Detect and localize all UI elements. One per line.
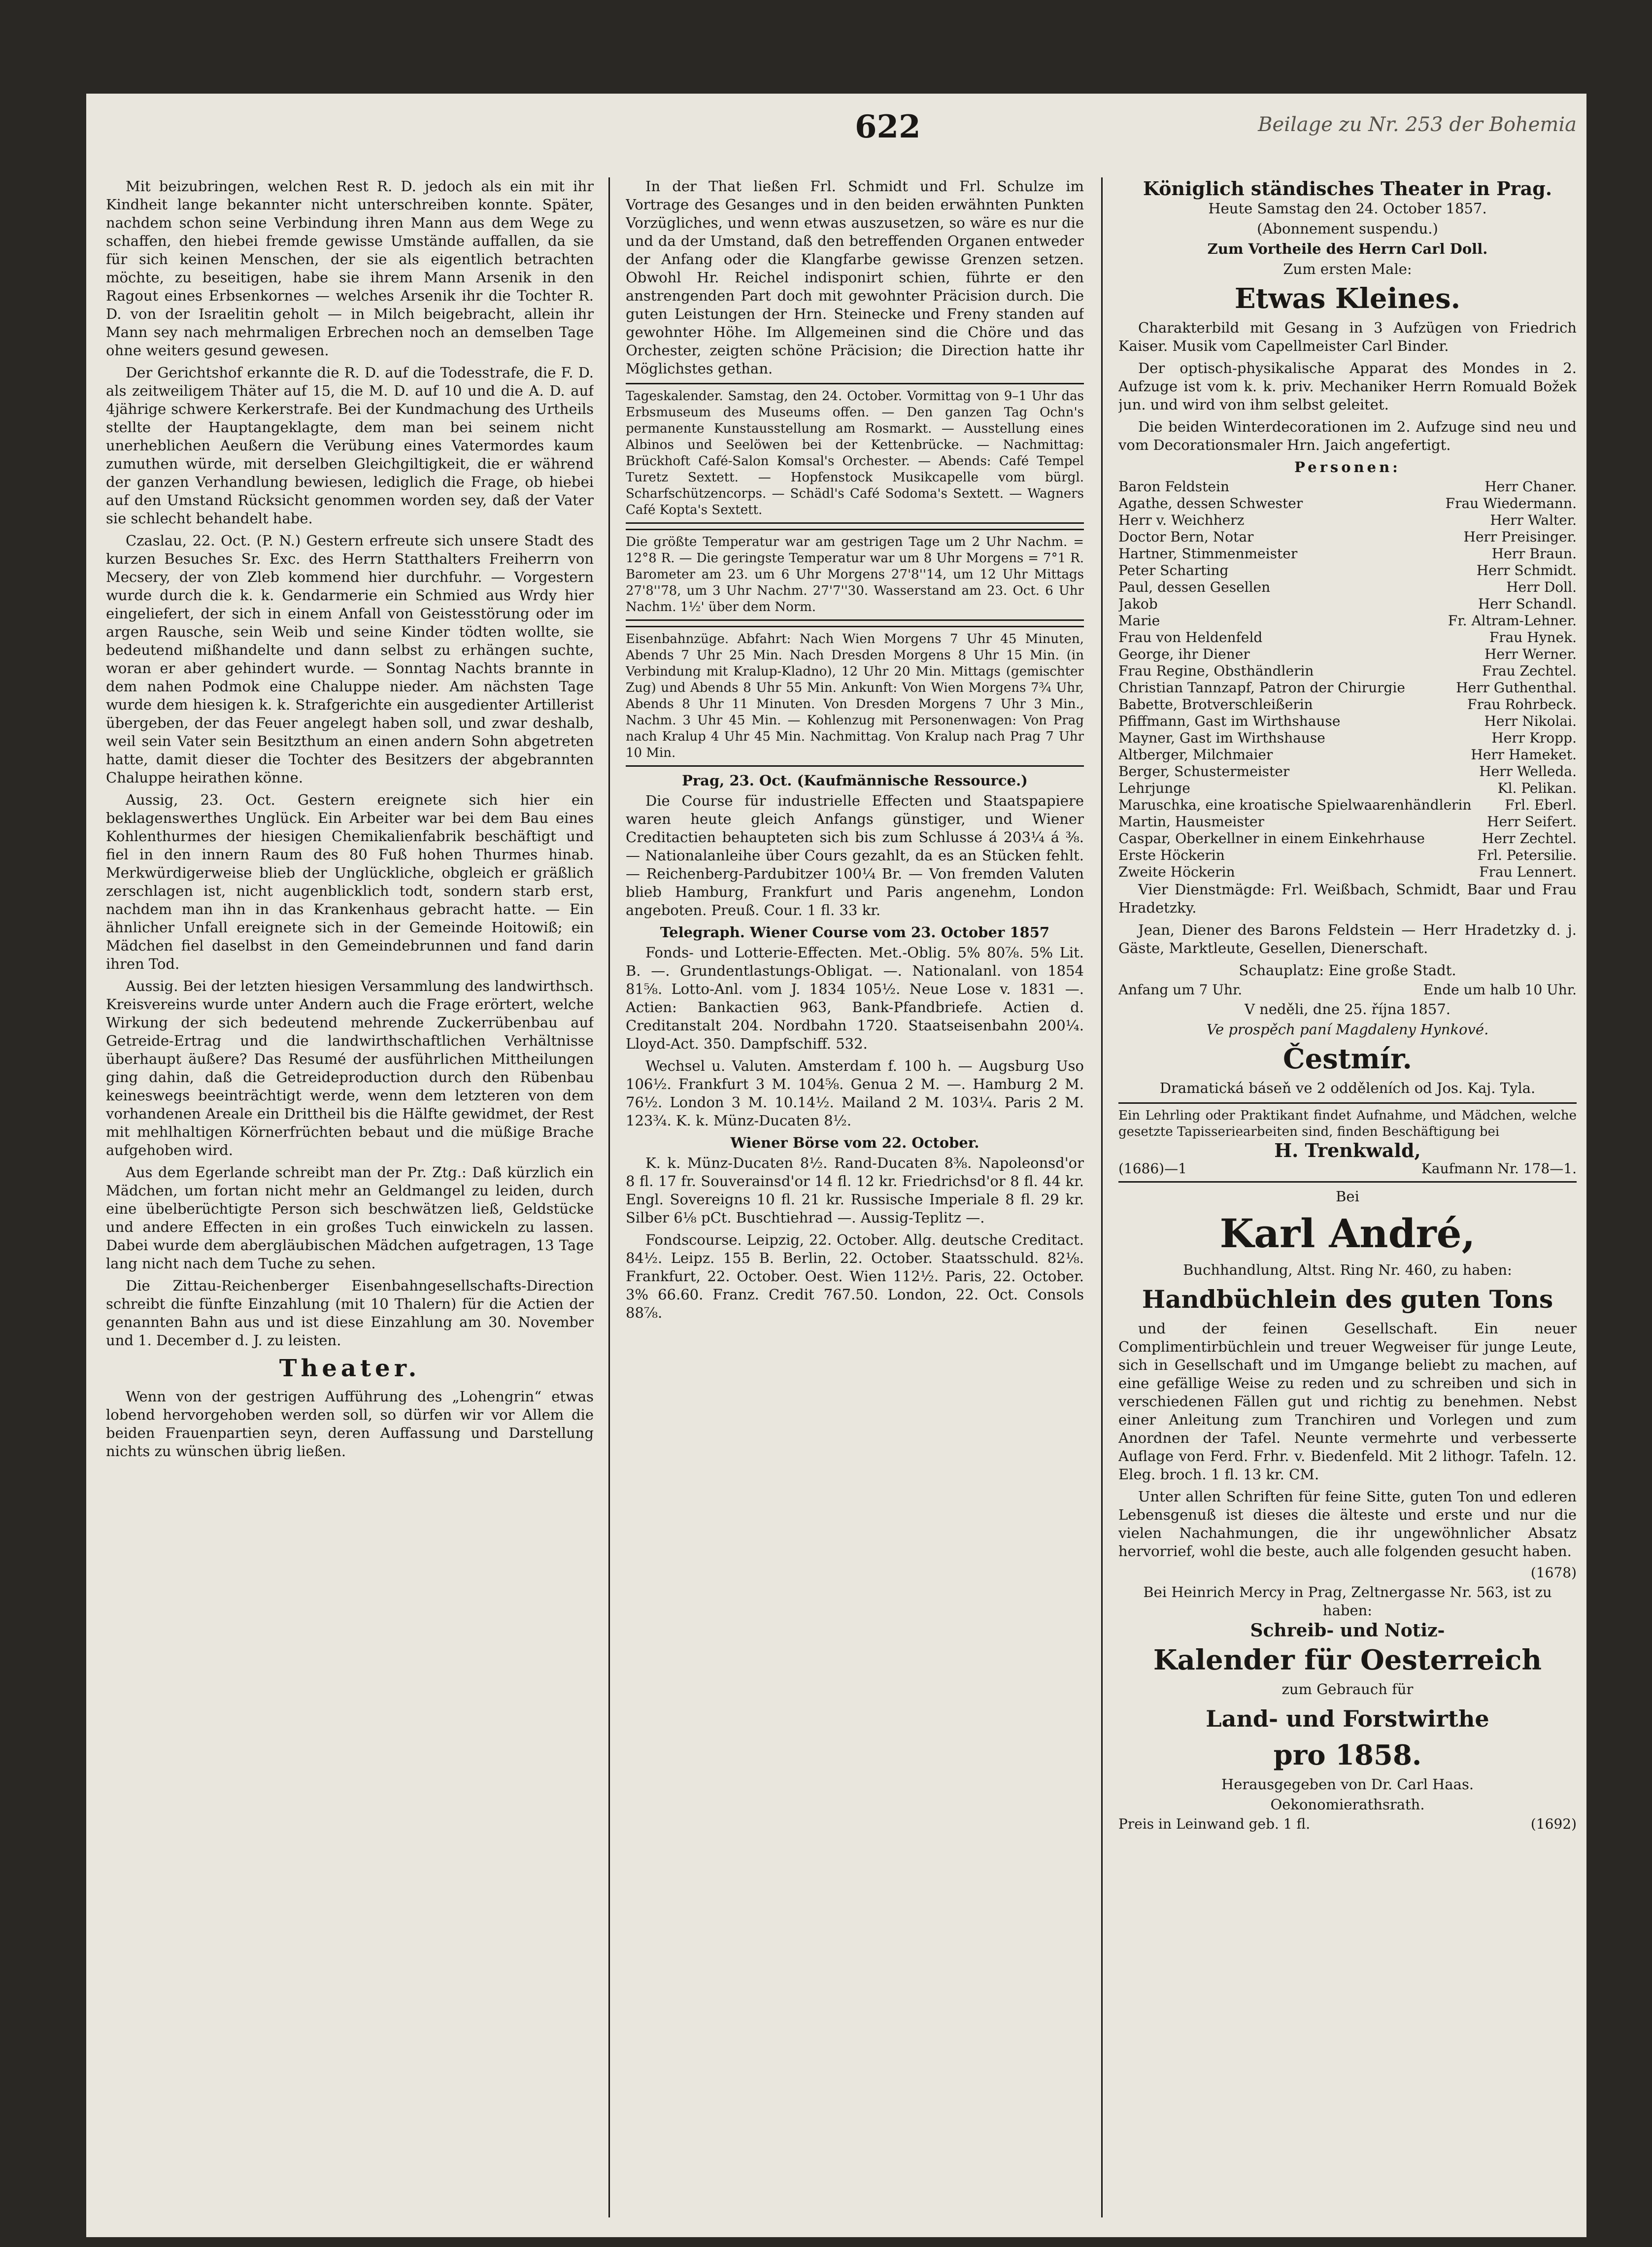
cast-actor: Herr Seifert. xyxy=(1487,814,1577,830)
ad-footer xyxy=(1118,1565,1577,1581)
vienna-heading: Telegraph. Wiener Course vom 23. October 1857 xyxy=(660,924,1050,941)
cast-actor: Herr Doll. xyxy=(1506,579,1577,595)
cast-actor: Herr Kropp. xyxy=(1491,730,1577,746)
timing-line xyxy=(1118,982,1577,998)
market-report: K. k. Münz-Ducaten 8½. Rand-Ducaten 8⅜. Napoleonsd'or 8 fl. 17 fr. Souverainsd'or 14 fl. 12 kr. Friedrichsd'or 8 fl. 44 kr. Engl. Sovereigns 10 fl. 21 kr. Russische Imperiale 8 fl. 29 kr. Silber 6⅛ pCt. Buschtiehrad —. Aussig-Teplitz —. xyxy=(626,1155,1084,1226)
theater-heading: Theater. xyxy=(279,1355,421,1382)
cast-row xyxy=(1118,579,1577,596)
cast-actor: Frau Zechtel. xyxy=(1482,663,1577,679)
cast-row xyxy=(1118,478,1577,495)
cast-actor: Herr Chaner. xyxy=(1484,478,1577,495)
column-rule xyxy=(608,177,610,2217)
decoration-note: Die beiden Winterdecorationen im 2. Aufzuge sind neu und vom Decorationsmaler Hrn. Jaich angefertigt. xyxy=(1118,418,1577,453)
cast-actor: Herr Hameket. xyxy=(1471,747,1577,763)
cast-role: Erste Höckerin xyxy=(1118,847,1225,863)
cast-list xyxy=(1118,478,1577,881)
cast-row xyxy=(1118,495,1577,512)
cast-actor: Frl. Petersilie. xyxy=(1477,847,1577,863)
market-report: Fondscourse. Leipzig, 22. October. Allg. deutsche Creditact. 84½. Leipz. 155 B. Berlin, 22. October. Staatsschuld. 82⅛. Frankfurt, 22. October. Oest. Wien 112½. Paris, 22. October. 3% 66.60. Franz. Credit 767.50. London, 22. Oct. Consols 88⅞. xyxy=(626,1231,1084,1321)
cast-actor: Herr Schmidt. xyxy=(1476,562,1577,579)
benefit-line: Zum Vortheile des Herrn Carl Doll. xyxy=(1207,240,1488,257)
column-right xyxy=(1118,177,1577,1833)
article-paragraph: In der That ließen Frl. Schmidt und Frl. Schulze im Vortrage des Gesanges und in den beiden erwähnten Punkten Vorzügliches, und wenn etwas auszusetzen, so wäre es nur die und da der Umstand, daß den betreffenden Organen entweder der Anfang oder die Klangfarbe gewisse Grenzen setzen. Obwohl Hr. Reichel indisponirt schien, führte er den anstrengenden Part doch mit gewohnter Präcision durch. Die guten Leistungen der Hrn. Steinecke und Freny standen auf gewohnter Höhe. Im Allgemeinen sind die Chöre und das Orchester, zeigten schöne Präcision; die Direction hatte ihr Möglichstes gethan. xyxy=(626,178,1084,377)
cast-role: Babette, Brotverschleißerin xyxy=(1118,696,1313,713)
setting-line: Schauplatz: Eine große Stadt. xyxy=(1239,962,1456,979)
column-left xyxy=(106,177,594,1464)
cast-row xyxy=(1118,814,1577,830)
cast-role: Baron Feldstein xyxy=(1118,478,1229,495)
article-paragraph: Czaslau, 22. Oct. (P. N.) Gestern erfreute sich unsere Stadt des kurzen Besuches Sr. Exc. des Herrn Statthalters Freiherrn von Mecsery, der von Zleb kommend hier durchfuhr. — Vorgestern wurde durch die k. k. Gendarmerie ein Schmied aus Wrdy hier eingeliefert, der sich in einem Anfall von Geistesstörung oder im argen Rausche, sein Weib und seine Kinder tödten wollte, sie bedeutend mißhandelte und dann selbst zu erhängen suchte, woran er aber gehindert wurde. — Sonntag Nachts brannte in dem nahen Podmok eine Chaluppe nieder. Am nächsten Tage wurde dem hiesigen k. k. Strafgerichte ein ausgedienter Artillerist übergeben, der das Feuer angelegt haben soll, und zwar deshalb, weil sein Vater sein Besitzthum an einen andern Sohn abgetreten hatte, damit dieser die Tochter des Besitzers der abgebrannten Chaluppe heirathen könne. xyxy=(106,532,594,786)
cast-actor: Herr Zechtel. xyxy=(1482,830,1577,847)
cast-actor: Frau Wiedermann. xyxy=(1445,495,1577,511)
ad-andre-name: Karl André, xyxy=(1219,1210,1476,1257)
maids-line: Vier Dienstmägde: Frl. Weißbach, Schmidt, Baar und Frau Hradetzky. xyxy=(1118,881,1577,916)
cast-role: Jakob xyxy=(1118,596,1158,612)
extras-line: Jean, Diener des Barons Feldstein — Herr Hradetzky d. j. Gäste, Marktleute, Gesellen, Dienerschaft. xyxy=(1118,921,1577,956)
advertisement-lehrling xyxy=(1118,1102,1577,1183)
cast-actor: Herr Schandl. xyxy=(1478,596,1577,612)
article-paragraph: Wenn von der gestrigen Aufführung des „Lohengrin“ etwas lobend hervorgehoben werden soll, so dürfen wir vor Allem die beiden Frauenpartien seyn, deren Auffassung und Darstellung nichts zu wünschen übrig ließen. xyxy=(106,1388,594,1460)
cast-role: Peter Scharting xyxy=(1118,562,1229,579)
calendar-prefix: Schreib- und Notiz- xyxy=(1250,1620,1445,1641)
column-middle xyxy=(626,177,1084,1326)
cast-role: Paul, dessen Gesellen xyxy=(1118,579,1271,595)
theatre-title: Königlich ständisches Theater in Prag. xyxy=(1143,177,1552,200)
ad-andre-address: Buchhandlung, Altst. Ring Nr. 460, zu haben: xyxy=(1183,1261,1512,1278)
ad-number: (1678) xyxy=(1530,1565,1577,1581)
cast-role: Pfiffmann, Gast im Wirthshause xyxy=(1118,713,1341,729)
ad-mercy: Bei Heinrich Mercy in Prag, Zeltnergasse Nr. 563, ist zu haben: xyxy=(1143,1584,1552,1619)
cast-row xyxy=(1118,545,1577,562)
cast-role: Lehrjunge xyxy=(1118,780,1190,796)
calendar-title: Kalender für Oesterreich xyxy=(1153,1644,1542,1676)
market-report: Wechsel u. Valuten. Amsterdam f. 100 h. — Augsburg Uso 106½. Frankfurt 3 M. 104⅝. Genua 2 M. —. Hamburg 2 M. 76½. London 3 M. 10.14½. Mailand 2 M. 103¼. Paris 2 M. 123¾. K. k. Münz-Ducaten 8½. xyxy=(626,1057,1084,1129)
cast-role: Altberger, Milchmaier xyxy=(1118,747,1273,763)
article-paragraph: Aus dem Egerlande schreibt man der Pr. Ztg.: Daß kürzlich ein Mädchen, um fortan nicht mehr an Geldmangel zu leiden, durch eine übelberüchtigte Person sich beschwätzen ließ, Geldstücke und andere Effecten in ein großes Tuch einwickeln zu lassen. Dabei wurde dem abergläubischen Mädchen aufgetragen, 13 Tage lang nicht nach dem Tuche zu sehen. xyxy=(106,1164,594,1272)
cast-row xyxy=(1118,747,1577,763)
boerse-heading: Wiener Börse vom 22. October. xyxy=(730,1134,979,1151)
newspaper-page xyxy=(86,94,1586,2237)
cast-actor: Fr. Altram-Lehner. xyxy=(1448,613,1577,629)
book-title: Handbüchlein des guten Tons xyxy=(1142,1285,1553,1314)
cast-row xyxy=(1118,529,1577,545)
cast-row xyxy=(1118,596,1577,613)
cast-row xyxy=(1118,864,1577,881)
column-rule xyxy=(1101,177,1103,2217)
cast-row xyxy=(1118,629,1577,646)
cast-actor: Herr Guthenthal. xyxy=(1456,680,1577,696)
czech-description: Dramatická báseň ve 2 odděleních od Jos. Kaj. Tyla. xyxy=(1159,1080,1536,1096)
page-number: 622 xyxy=(855,108,921,145)
cast-row xyxy=(1118,847,1577,864)
ad-number: (1686)—1 xyxy=(1118,1160,1187,1177)
cast-row xyxy=(1118,562,1577,579)
czech-date: V neděli, dne 25. října 1857. xyxy=(1244,1001,1450,1018)
cast-row xyxy=(1118,797,1577,814)
abonnement-note: (Abonnement suspendu.) xyxy=(1257,220,1438,237)
calendar-editor-title: Oekonomierathsrath. xyxy=(1270,1796,1425,1813)
calendar-sub2: Land- und Forstwirthe xyxy=(1206,1705,1489,1732)
cast-role: Marie xyxy=(1118,613,1160,629)
cast-role: Zweite Höckerin xyxy=(1118,864,1235,880)
play-title: Etwas Kleines. xyxy=(1234,282,1461,315)
apparatus-note: Der optisch-physikalische Apparat des Mondes in 2. Aufzuge ist vom k. k. priv. Mechaniker Herrn Romuald Božek jun. und wird von ihm selbst geleitet. xyxy=(1118,360,1577,413)
ad-number: (1692) xyxy=(1530,1816,1577,1832)
article-paragraph: Die Zittau-Reichenberger Eisenbahngesellschafts-Direction schreibt die fünfte Einzahlung (mit 10 Thalern) für die Actien der genannten Bahn aus und ist diese Einzahlung am 30. November und 1. December d. J. zu leisten. xyxy=(106,1277,594,1349)
calendar-editor: Herausgegeben von Dr. Carl Haas. xyxy=(1221,1776,1474,1793)
article-paragraph: Mit beizubringen, welchen Rest R. D. jedoch als ein mit ihr Kindheit lange bekannter nicht unterschreiben konnte. Später, nachdem schon seine Verbindung ihren Mann aus dem Wege zu schaffen, den hiebei fremde gewisse Umstände auffallen, da sie für sich keinen Menschen, der sie als eigentlich betrachten möchte, zu beseitigen, habe sie ihrem Mann Arsenik in den Ragout eines Erbsenkornes — welches Arsenik ihr die Tochter R. D. von der Israelitin geholt — in Milch beigebracht, allein ihr Mann sey nach mehrmaligen Erbrechen noch an demselben Tage ohne weiters gesund gewesen. xyxy=(106,178,594,359)
cast-actor: Kl. Pelikan. xyxy=(1497,780,1577,796)
cast-row xyxy=(1118,646,1577,663)
railway-schedule: Eisenbahnzüge. Abfahrt: Nach Wien Morgens 7 Uhr 45 Minuten, Abends 7 Uhr 25 Min. Nach Dresden Morgens 8 Uhr 15 Min. (in Verbindung mit Kralup-Kladno), 12 Uhr 20 Min. Mittags (gemischter Zug) und Abends 8 Uhr 55 Min. Ankunft: Von Wien Morgens 7¾ Uhr, Abends 8 Uhr 11 Minuten. Von Dresden Morgens 7 Uhr 3 Min., Nachm. 3 Uhr 45 Min. — Kohlenzug mit Personenwagen: Von Prag nach Kralup 4 Uhr 45 Min. Nachmittag. Von Kralup nach Prag 7 Uhr 10 Min. xyxy=(626,626,1084,767)
cast-role: George, ihr Diener xyxy=(1118,646,1250,662)
cast-role: Frau Regine, Obsthändlerin xyxy=(1118,663,1314,679)
czech-benefit: Ve prospěch paní Magdaleny Hynkové. xyxy=(1206,1021,1489,1038)
cast-actor: Herr Preisinger. xyxy=(1463,529,1577,545)
cast-actor: Herr Nikolai. xyxy=(1484,713,1577,729)
cast-row xyxy=(1118,663,1577,680)
article-paragraph: Der Gerichtshof erkannte die R. D. auf die Todesstrafe, die F. D. als zeitweiligem Thäter auf 15, die M. D. auf 10 und die A. D. auf 4jährige schwere Kerkerstrafe. Bei der Kundmachung des Urtheils stellte der Hauptangeklagte, dem man bei seinem nicht unerheblichen Aeußern die Verübung eines Vatermordes kaum zumuthen würde, mit derselben Gleichgiltigkeit, die er während der ganzen Verhandlung bewiesen, lediglich die Frage, ob hiebei auf den Umstand Rücksicht genommen worden sey, daß der Vater sie schlecht behandelt habe. xyxy=(106,364,594,527)
cast-actor: Frau Rohrbeck. xyxy=(1467,696,1577,713)
daily-calendar: Tageskalender. Samstag, den 24. October. Vormittag von 9–1 Uhr das Erbsmuseum des Museums offen. — Den ganzen Tag Ochn's permanente Kunstausstellung am Rosmarkt. — Ausstellung eines Albinos und Seelöwen bei der Kettenbrücke. — Nachmittag: Brückhoft Café-Salon Komsal's Orchester. — Abends: Café Tempel Turetz Sextett. — Hopfenstock Musikcapelle vom bürgl. Scharfschützencorps. — Schädl's Café Sodoma's Sextett. — Wagners Café Kopta's Sextett. xyxy=(626,383,1084,524)
cast-heading: Personen: xyxy=(1294,459,1401,476)
article-paragraph: Aussig. Bei der letzten hiesigen Versammlung des landwirthsch. Kreisvereins wurde unter Andern auch die Frage erörtert, welche Wirkung der sich bedeutend mehrende Zuckerrübenbau auf Getreide-Ertrag und die landwirthschaftlichen Verhältnisse überhaupt äußere? Das Resumé der ausführlichen Mittheilungen ging dahin, daß die Getreideproduction durch den Rübenbau keineswegs beeinträchtigt werde, wenn dem letzteren von dem vorhandenen Areale ein Drittheil bis die Hälfte gewidmet, der Rest mit mehlhaltigen Körnerfrüchten bebaut und die müßige Brache aufgehoben wird. xyxy=(106,978,594,1158)
ad-address: Kaufmann Nr. 178—1. xyxy=(1421,1160,1577,1177)
market-report: Fonds- und Lotterie-Effecten. Met.-Oblig. 5% 80⅞. 5% Lit. B. —. Grundentlastungs-Obligat. —. Nationalanl. von 1854 81⅝. Lotto-Anl. vom J. 1834 105½. Neue Lose v. 1831 —. Actien: Bankactien 963, Bank-Pfandbriefe. Actien d. Creditanstalt 204. Nordbahn 1720. Staatseisenbahn 200¼. Lloyd-Act. 350. Dampfschiff. 532. xyxy=(626,944,1084,1052)
calendar-sub1: zum Gebrauch für xyxy=(1281,1681,1414,1698)
running-header xyxy=(86,108,1586,148)
cast-role: Frau von Heldenfeld xyxy=(1118,629,1263,646)
cast-role: Maruschka, eine kroatische Spielwaarenhändlerin xyxy=(1118,797,1472,813)
cast-row xyxy=(1118,696,1577,713)
ad-footer xyxy=(1118,1160,1577,1177)
cast-row xyxy=(1118,780,1577,797)
running-title: Beilage zu Nr. 253 der Bohemia xyxy=(1258,113,1577,136)
cast-actor: Frau Lennert. xyxy=(1479,864,1577,880)
book-note: Unter allen Schriften für feine Sitte, guten Ton und edleren Lebensgenuß ist dieses die älteste und erste und nur die vielen Nachahmungen, die ihr ungewöhnlicher Absatz hervorrief, wohl die beste, auch alle folgenden gesucht haben. xyxy=(1118,1488,1577,1560)
cast-actor: Herr Walter. xyxy=(1490,512,1577,528)
theatre-date: Heute Samstag den 24. October 1857. xyxy=(1208,200,1487,217)
ad-bei: Bei xyxy=(1336,1188,1359,1205)
cast-role: Mayner, Gast im Wirthshause xyxy=(1118,730,1325,746)
cast-actor: Herr Braun. xyxy=(1491,545,1577,562)
cast-role: Herr v. Weichherz xyxy=(1118,512,1245,528)
ad-text: Ein Lehrling oder Praktikant findet Aufnahme, und Mädchen, welche gesetzte Tapisseriearbeiten sind, finden Beschäftigung bei xyxy=(1118,1108,1577,1139)
calendar-footer xyxy=(1118,1816,1577,1833)
calendar-year: pro 1858. xyxy=(1273,1739,1422,1771)
calendar-price: Preis in Leinwand geb. 1 fl. xyxy=(1118,1816,1311,1832)
cast-row xyxy=(1118,763,1577,780)
start-time: Anfang um 7 Uhr. xyxy=(1118,982,1243,998)
cast-role: Martin, Hausmeister xyxy=(1118,814,1264,830)
first-time-line: Zum ersten Male: xyxy=(1283,261,1412,277)
cast-actor: Herr Werner. xyxy=(1484,646,1577,662)
cast-role: Agathe, dessen Schwester xyxy=(1118,495,1303,511)
cast-role: Christian Tannzapf, Patron der Chirurgie xyxy=(1118,680,1405,696)
market-report: Die Course für industrielle Effecten und Staatspapiere waren heute gleich Anfangs günstiger, und Wiener Creditactien behaupteten sich bis zum Schlusse á 203¼ á ⅜. — Nationalanleihe über Cours gezahlt, da es an Stücken fehlt. — Reichenberg-Pardubitzer 100¼ Br. — Von fremden Valuten blieb Hamburg, Frankfurt und Paris angenehm, London angeboten. Preuß. Cour. 1 fl. 33 kr. xyxy=(626,792,1084,919)
article-paragraph: Aussig, 23. Oct. Gestern ereignete sich hier ein beklagenswerthes Unglück. Ein Arbeiter war bei dem Bau eines Kohlenthurmes der hiesigen Chemikalienfabrik beschäftigt und fiel in den innern Raum des 80 Fuß hohen Thurmes hinab. Merkwürdigerweise blieb der Unglückliche, obgleich er gräßlich zerschlagen ist, nicht augenblicklich todt, sondern starb erst, nachdem man ihn in das Krankenhaus gebracht hatte. — Ein ähnlicher Unfall ereignete sich in der Gemeinde Hoitowiß; ein Mädchen fiel daselbst in den Gemeindebrunnen und fand darin ihren Tod. xyxy=(106,791,594,972)
cast-role: Hartner, Stimmenmeister xyxy=(1118,545,1298,562)
book-description: und der feinen Gesellschaft. Ein neuer Complimentirbüchlein und treuer Wegweiser für junge Leute, sich in Gesellschaft und im Umgange beliebt zu machen, auf eine gefällige Weise zu reden und zu schreiben und sich in verschiedenen Fällen gut und richtig zu benehmen. Nebst einer Anleitung zum Tranchiren und Vorlegen und zum Anordnen der Tafel. Neunte vermehrte und verbesserte Auflage von Ferd. Frhr. v. Biedenfeld. Mit 2 lithogr. Tafeln. 12. Eleg. broch. 1 fl. 13 kr. CM. xyxy=(1118,1320,1577,1483)
czech-play-title: Čestmír. xyxy=(1283,1043,1412,1075)
ad-name: H. Trenkwald, xyxy=(1274,1139,1421,1161)
cast-actor: Frl. Eberl. xyxy=(1505,797,1577,813)
cast-role: Doctor Bern, Notar xyxy=(1118,529,1254,545)
cast-actor: Frau Hynek. xyxy=(1489,629,1577,646)
cast-row xyxy=(1118,512,1577,529)
cast-actor: Herr Welleda. xyxy=(1479,763,1577,780)
cast-row xyxy=(1118,713,1577,730)
market-heading: Prag, 23. Oct. (Kaufmännische Ressource.) xyxy=(682,772,1028,789)
cast-row xyxy=(1118,830,1577,847)
end-time: Ende um halb 10 Uhr. xyxy=(1423,982,1577,998)
cast-row xyxy=(1118,730,1577,747)
cast-row xyxy=(1118,680,1577,696)
weather-report: Die größte Temperatur war am gestrigen Tage um 2 Uhr Nachm. = 12°8 R. — Die geringste Temperatur war um 8 Uhr Morgens = 7°1 R. Barometer am 23. um 6 Uhr Morgens 27'8''14, um 12 Uhr Mittags 27'8''78, um 3 Uhr Nachm. 27'7''30. Wasserstand am 23. Oct. 6 Uhr Nachm. 1½' über dem Norm. xyxy=(626,529,1084,621)
play-description: Charakterbild mit Gesang in 3 Aufzügen von Friedrich Kaiser. Musik vom Capellmeister Carl Binder. xyxy=(1118,319,1577,354)
cast-row xyxy=(1118,613,1577,629)
cast-role: Berger, Schustermeister xyxy=(1118,763,1290,780)
cast-role: Caspar, Oberkellner in einem Einkehrhause xyxy=(1118,830,1425,847)
